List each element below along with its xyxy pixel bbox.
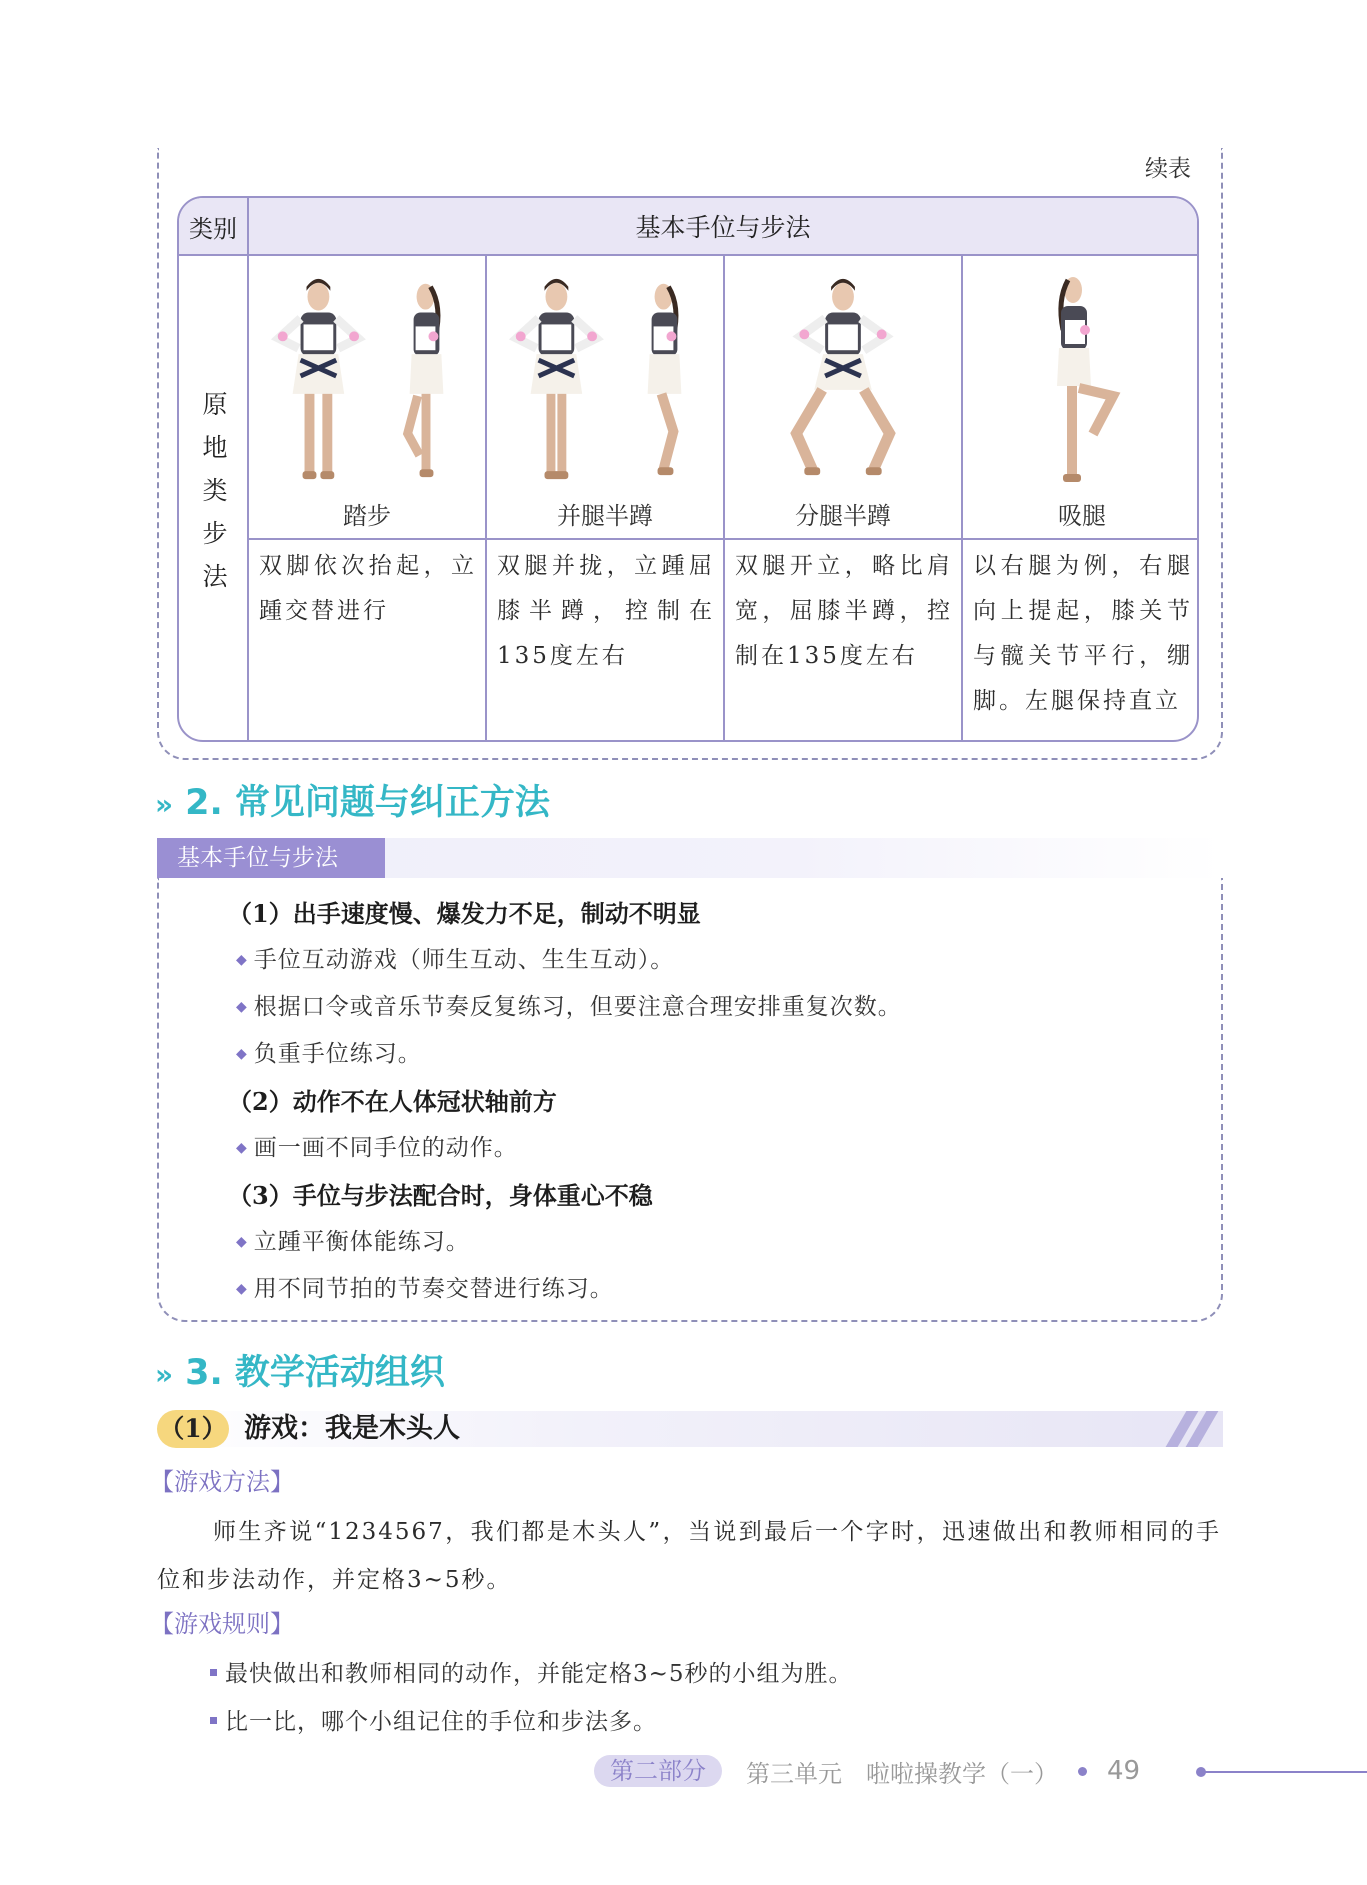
header-main: 基本手位与步法 xyxy=(635,213,811,242)
diamond-bullet-icon: ◆ xyxy=(236,952,248,968)
activity-number-badge: （1） xyxy=(157,1410,229,1448)
problems-list xyxy=(228,890,1208,1313)
step-name: 分腿半蹲 xyxy=(795,502,891,530)
step-column-xitui xyxy=(963,256,1199,740)
step-name: 踏步 xyxy=(343,502,391,530)
step-name: 并腿半蹲 xyxy=(557,502,653,530)
dancer-front-figure xyxy=(278,279,359,479)
footer-title: 啦啦操教学（一） xyxy=(866,1759,1058,1788)
square-bullet-icon xyxy=(210,1717,217,1724)
problem-heading: （3）手位与步法配合时，身体重心不稳 xyxy=(228,1181,653,1210)
list-item: 最快做出和教师相同的动作，并能定格3~5秒的小组为胜。 xyxy=(210,1650,853,1698)
step-photo-tabu xyxy=(249,256,485,494)
step-photo-fentui xyxy=(725,256,961,494)
section-2-title-text: 2. 常见问题与纠正方法 xyxy=(185,783,550,823)
continued-label: 续表 xyxy=(1145,156,1191,182)
step-description: 以右腿为例，右腿向上提起，膝关节与髋关节平行，绷脚。左腿保持直立 xyxy=(963,538,1199,740)
step-column-bingtui xyxy=(487,256,725,740)
dancer-front-figure xyxy=(796,279,889,475)
list-item: ◆ 立踵平衡体能练习。 xyxy=(236,1229,470,1255)
step-name: 吸腿 xyxy=(1058,502,1106,530)
list-item: ◆ 画一画不同手位的动作。 xyxy=(236,1135,518,1161)
list-item: ◆ 手位互动游戏（师生互动、生生互动）。 xyxy=(236,947,675,973)
page-number: 49 xyxy=(1107,1756,1141,1786)
list-item: 比一比，哪个小组记住的手位和步法多。 xyxy=(210,1698,853,1746)
footer-part-badge: 第二部分 xyxy=(594,1755,722,1787)
list-item: ◆ 用不同节拍的节奏交替进行练习。 xyxy=(236,1276,614,1302)
section-3-title xyxy=(155,1345,445,1395)
footer-unit: 第三单元 xyxy=(746,1759,842,1788)
dancer-side-figure xyxy=(408,284,444,477)
diamond-bullet-icon: ◆ xyxy=(236,1234,248,1250)
step-photo-xitui xyxy=(963,256,1199,494)
problem-heading: （1）出手速度慢、爆发力不足，制动不明显 xyxy=(228,899,701,928)
step-photo-bingtui xyxy=(487,256,723,494)
category-cell xyxy=(179,256,249,740)
rules-list xyxy=(210,1650,853,1746)
diamond-bullet-icon: ◆ xyxy=(236,1140,248,1156)
chevron-right-icon: » xyxy=(155,788,174,821)
dancer-side-figure xyxy=(648,284,682,475)
header-category: 类别 xyxy=(179,198,249,254)
table-header xyxy=(179,198,1197,256)
dancer-side-figure xyxy=(1057,277,1113,482)
diamond-bullet-icon: ◆ xyxy=(236,1281,248,1297)
footer-dot-icon xyxy=(1078,1767,1087,1776)
problem-heading: （2）动作不在人体冠状轴前方 xyxy=(228,1087,557,1116)
section-3-title-text: 3. 教学活动组织 xyxy=(185,1353,445,1393)
activity-title: 游戏：我是木头人 xyxy=(244,1413,460,1444)
diamond-bullet-icon: ◆ xyxy=(236,999,248,1015)
list-item: ◆ 根据口令或音乐节奏反复练习，但要注意合理安排重复次数。 xyxy=(236,994,902,1020)
section-2-title xyxy=(155,775,550,825)
square-bullet-icon xyxy=(210,1669,217,1676)
category-text: 原地类步法 xyxy=(199,390,228,606)
chevron-right-icon: » xyxy=(155,1358,174,1391)
section-tag: 基本手位与步法 xyxy=(157,838,385,878)
step-description: 双脚依次抬起，立踵交替进行 xyxy=(249,538,485,740)
diamond-bullet-icon: ◆ xyxy=(236,1046,248,1062)
list-item: ◆ 负重手位练习。 xyxy=(236,1041,422,1067)
dancer-front-figure xyxy=(516,279,597,479)
step-column-fentui xyxy=(725,256,963,740)
steps-table xyxy=(177,196,1199,742)
step-column-tabu xyxy=(249,256,487,740)
step-description: 双腿开立，略比肩宽，屈膝半蹲，控制在135度左右 xyxy=(725,538,961,740)
method-heading: 【游戏方法】 xyxy=(150,1468,294,1496)
page-footer xyxy=(594,1753,1140,1789)
method-text: 师生齐说“1234567，我们都是木头人”，当说到最后一个字时，迅速做出和教师相同的手位和步法动作，并定格3~5秒。 xyxy=(157,1519,1221,1593)
footer-line xyxy=(1200,1771,1367,1773)
step-description: 双腿并拢，立踵屈膝半蹲，控制在135度左右 xyxy=(487,538,723,740)
rules-heading: 【游戏规则】 xyxy=(150,1610,294,1638)
